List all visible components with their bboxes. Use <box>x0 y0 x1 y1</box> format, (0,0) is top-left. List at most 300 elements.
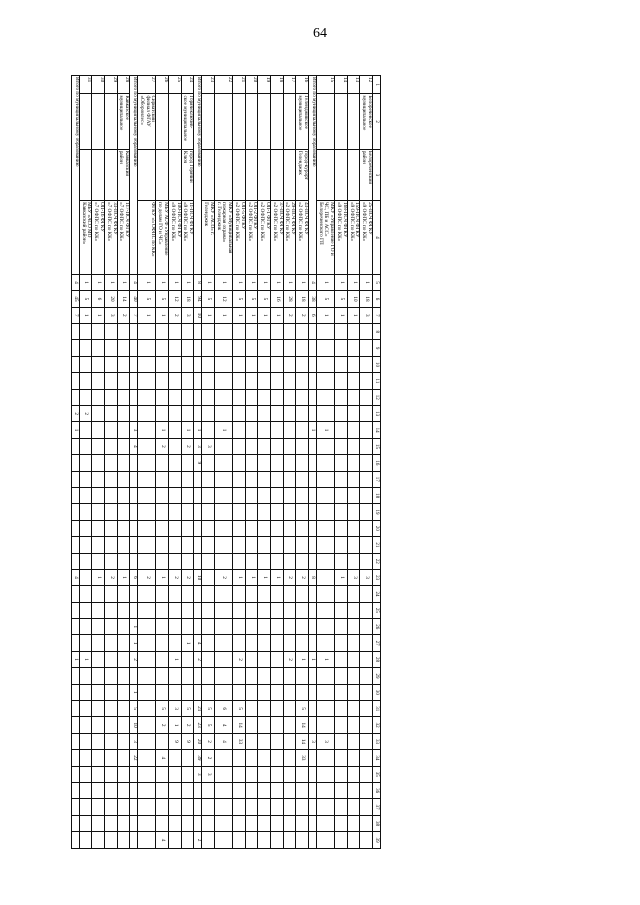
table-row <box>233 76 246 849</box>
municipality-name <box>169 94 182 149</box>
count-cell <box>92 832 105 849</box>
count-cell <box>316 832 334 849</box>
count-cell <box>156 651 169 667</box>
count-cell <box>308 782 316 798</box>
count-cell <box>335 455 348 471</box>
count-cell <box>202 422 215 438</box>
unit-name: МБУ «АСО МО Кавказский район» <box>79 201 92 275</box>
count-cell <box>245 422 258 438</box>
count-cell <box>79 586 92 602</box>
count-cell <box>214 602 232 618</box>
count-cell: 5 <box>202 701 215 717</box>
count-cell <box>360 602 373 618</box>
header-cell: 20 <box>373 520 381 536</box>
count-cell <box>169 471 182 487</box>
count-cell <box>79 782 92 798</box>
header-cell: 18 <box>373 487 381 503</box>
count-cell <box>194 356 202 372</box>
count-cell: 5 <box>233 701 246 717</box>
count-cell <box>117 782 130 798</box>
count-cell <box>138 668 156 684</box>
count-cell <box>79 504 92 520</box>
count-cell <box>138 799 156 815</box>
count-cell <box>214 356 232 372</box>
count-cell: 3 <box>181 307 194 323</box>
count-cell: 2 <box>202 733 215 749</box>
municipality-name <box>347 94 360 149</box>
count-cell <box>117 684 130 700</box>
count-cell <box>202 537 215 553</box>
header-cell: 8 <box>373 324 381 340</box>
count-cell <box>104 602 117 618</box>
count-cell <box>296 471 309 487</box>
table-row <box>79 76 92 849</box>
count-cell: 1 <box>104 274 117 290</box>
count-cell <box>335 520 348 536</box>
subtotal-label: Итого по муниципальному образованию <box>308 76 316 275</box>
count-cell <box>169 750 182 766</box>
count-cell <box>360 701 373 717</box>
count-cell <box>335 553 348 569</box>
count-cell: 45 <box>71 291 79 307</box>
count-cell <box>335 340 348 356</box>
count-cell: 3 <box>360 307 373 323</box>
count-cell <box>271 324 284 340</box>
count-cell: 1 <box>316 307 334 323</box>
count-cell: 7 <box>71 307 79 323</box>
count-cell <box>104 815 117 831</box>
count-cell <box>156 504 169 520</box>
count-cell <box>194 684 202 700</box>
count-cell <box>308 471 316 487</box>
count-cell: 3 <box>360 569 373 585</box>
count-cell: 14 <box>117 291 130 307</box>
municipality-name <box>245 94 258 149</box>
count-cell <box>104 356 117 372</box>
count-cell <box>181 782 194 798</box>
count-cell: 14 <box>296 717 309 733</box>
count-cell <box>316 389 334 405</box>
row-number: 24 <box>181 76 194 94</box>
count-cell <box>138 422 156 438</box>
count-cell <box>296 586 309 602</box>
count-cell: 23 <box>194 717 202 733</box>
count-cell <box>92 586 105 602</box>
count-cell <box>92 815 105 831</box>
count-cell <box>258 340 271 356</box>
count-cell <box>271 733 284 749</box>
count-cell <box>194 537 202 553</box>
count-cell <box>296 324 309 340</box>
count-cell <box>169 619 182 635</box>
table-row <box>138 76 156 849</box>
count-cell <box>79 324 92 340</box>
count-cell <box>92 373 105 389</box>
count-cell <box>138 471 156 487</box>
district-name <box>156 149 169 200</box>
subtotal-label: Итого по муниципальному образованию <box>71 76 79 275</box>
header-cell: 4 <box>373 201 381 275</box>
header-cell: 30 <box>373 684 381 700</box>
municipality-name: Геленджикское муниципальное <box>296 94 309 149</box>
count-cell <box>181 668 194 684</box>
count-cell <box>169 832 182 849</box>
count-cell <box>335 438 348 454</box>
count-cell <box>335 389 348 405</box>
count-cell <box>130 668 138 684</box>
count-cell <box>296 356 309 372</box>
count-cell <box>283 733 296 749</box>
count-cell <box>117 799 130 815</box>
header-cell: 32 <box>373 717 381 733</box>
count-cell <box>169 799 182 815</box>
count-cell <box>283 668 296 684</box>
count-cell <box>296 553 309 569</box>
count-cell <box>308 717 316 733</box>
count-cell <box>258 586 271 602</box>
count-cell <box>233 455 246 471</box>
count-cell: 3 <box>130 733 138 749</box>
count-cell <box>71 438 79 454</box>
count-cell <box>117 471 130 487</box>
count-cell <box>245 717 258 733</box>
count-cell <box>335 373 348 389</box>
count-cell <box>130 487 138 503</box>
count-cell <box>71 553 79 569</box>
count-cell <box>104 782 117 798</box>
count-cell <box>202 406 215 422</box>
count-cell <box>360 586 373 602</box>
count-cell <box>316 701 334 717</box>
table-row <box>117 76 130 849</box>
count-cell <box>283 537 296 553</box>
count-cell <box>130 373 138 389</box>
count-cell <box>347 356 360 372</box>
count-cell <box>214 340 232 356</box>
count-cell <box>296 782 309 798</box>
header-cell: 9 <box>373 340 381 356</box>
count-cell <box>271 504 284 520</box>
count-cell <box>308 356 316 372</box>
count-cell <box>335 717 348 733</box>
count-cell: 4 <box>214 717 232 733</box>
unit-name: МКУ «АСО» г. Геленджик <box>202 201 215 275</box>
count-cell <box>271 602 284 618</box>
count-cell <box>360 799 373 815</box>
count-cell <box>347 553 360 569</box>
count-cell: 3 <box>308 733 316 749</box>
count-cell: 33 <box>233 733 246 749</box>
unit-name: ОП-5 ФГКУ «2 ОФПС по КК» <box>233 201 246 275</box>
count-cell: 2 <box>79 406 92 422</box>
count-cell <box>181 750 194 766</box>
count-cell <box>360 520 373 536</box>
count-cell <box>117 717 130 733</box>
count-cell <box>296 619 309 635</box>
count-cell <box>360 340 373 356</box>
count-cell <box>214 373 232 389</box>
count-cell <box>79 750 92 766</box>
count-cell <box>233 553 246 569</box>
count-cell <box>233 520 246 536</box>
count-cell <box>233 684 246 700</box>
count-cell <box>71 537 79 553</box>
header-cell: 3 <box>373 149 381 200</box>
count-cell <box>283 799 296 815</box>
count-cell <box>271 782 284 798</box>
count-cell <box>138 750 156 766</box>
count-cell: 5 <box>138 291 156 307</box>
count-cell <box>138 815 156 831</box>
count-cell <box>104 684 117 700</box>
count-cell <box>308 324 316 340</box>
count-cell <box>214 651 232 667</box>
unit-name: МКУ «Муниципальная пожарная охрана» г. Геленджик <box>214 201 232 275</box>
count-cell <box>79 602 92 618</box>
count-cell <box>79 799 92 815</box>
count-cell <box>92 651 105 667</box>
count-cell <box>233 340 246 356</box>
count-cell <box>347 701 360 717</box>
count-cell <box>316 471 334 487</box>
count-cell <box>308 602 316 618</box>
count-cell <box>347 717 360 733</box>
count-cell <box>71 799 79 815</box>
count-cell: 12 <box>169 291 182 307</box>
count-cell <box>92 537 105 553</box>
count-cell <box>181 520 194 536</box>
count-cell <box>335 832 348 849</box>
count-cell <box>308 799 316 815</box>
count-cell <box>214 619 232 635</box>
count-cell <box>347 520 360 536</box>
count-cell <box>92 553 105 569</box>
count-cell <box>316 520 334 536</box>
count-cell <box>258 389 271 405</box>
count-cell <box>169 520 182 536</box>
header-cell: 36 <box>373 782 381 798</box>
count-cell <box>169 438 182 454</box>
count-cell: 2 <box>283 307 296 323</box>
count-cell <box>79 373 92 389</box>
count-cell <box>169 389 182 405</box>
count-cell: 1 <box>245 569 258 585</box>
count-cell <box>360 733 373 749</box>
count-cell: 9 <box>169 733 182 749</box>
count-cell <box>117 668 130 684</box>
district-name <box>283 149 296 200</box>
municipality-name <box>258 94 271 149</box>
count-cell <box>360 717 373 733</box>
count-cell <box>347 635 360 651</box>
count-cell <box>335 766 348 782</box>
table-row <box>271 76 284 849</box>
count-cell <box>156 766 169 782</box>
count-cell <box>169 766 182 782</box>
count-cell <box>92 340 105 356</box>
count-cell <box>335 668 348 684</box>
table-row <box>296 76 309 849</box>
count-cell <box>258 487 271 503</box>
count-cell <box>202 324 215 340</box>
count-cell <box>117 832 130 849</box>
count-cell: 5 <box>202 717 215 733</box>
count-cell <box>245 340 258 356</box>
count-cell <box>233 799 246 815</box>
count-cell <box>79 619 92 635</box>
count-cell <box>233 766 246 782</box>
count-cell <box>169 815 182 831</box>
count-cell <box>283 586 296 602</box>
count-cell <box>130 553 138 569</box>
count-cell <box>138 619 156 635</box>
count-cell <box>233 602 246 618</box>
count-cell <box>308 520 316 536</box>
count-cell <box>79 766 92 782</box>
count-cell: 2 <box>283 569 296 585</box>
count-cell <box>169 422 182 438</box>
unit-name: 43-ПСЧ ФГКУ «2 ОФПС по КК» <box>296 201 309 275</box>
count-cell: 2 <box>104 569 117 585</box>
count-cell <box>271 684 284 700</box>
count-cell <box>271 553 284 569</box>
count-cell: 2 <box>169 307 182 323</box>
count-cell <box>194 619 202 635</box>
header-cell: 27 <box>373 635 381 651</box>
page-number: 64 <box>313 26 327 41</box>
municipality-name: Сириатский филиал ФГАУ «Оборонлес» <box>138 94 156 149</box>
count-cell <box>347 586 360 602</box>
count-cell <box>181 553 194 569</box>
count-cell <box>258 750 271 766</box>
count-cell <box>271 438 284 454</box>
count-cell <box>360 356 373 372</box>
count-cell <box>181 832 194 849</box>
municipality-name <box>104 94 117 149</box>
count-cell <box>169 635 182 651</box>
count-cell: 4 <box>71 569 79 585</box>
count-cell <box>194 324 202 340</box>
district-name <box>214 149 232 200</box>
count-cell <box>258 619 271 635</box>
count-cell <box>214 586 232 602</box>
municipality-name: Горячеключев- ское муниципальное <box>181 94 194 149</box>
count-cell <box>233 635 246 651</box>
count-cell: 2 <box>130 651 138 667</box>
count-cell <box>156 782 169 798</box>
count-cell <box>117 389 130 405</box>
count-cell <box>245 324 258 340</box>
count-cell: 5 <box>130 701 138 717</box>
municipality-name <box>316 94 334 149</box>
count-cell <box>92 635 105 651</box>
count-cell: 1 <box>233 274 246 290</box>
count-cell <box>71 815 79 831</box>
count-cell <box>283 373 296 389</box>
count-cell <box>245 455 258 471</box>
count-cell: 1 <box>233 307 246 323</box>
count-cell: 4 <box>308 274 316 290</box>
count-cell <box>117 520 130 536</box>
count-cell <box>71 520 79 536</box>
count-cell: 33 <box>296 750 309 766</box>
count-cell <box>347 815 360 831</box>
count-cell <box>138 373 156 389</box>
count-cell <box>194 520 202 536</box>
header-row <box>373 76 381 849</box>
count-cell <box>117 324 130 340</box>
count-cell <box>360 487 373 503</box>
count-cell: 1 <box>335 569 348 585</box>
count-cell: 1 <box>271 274 284 290</box>
count-cell <box>117 406 130 422</box>
count-cell: 18 <box>360 291 373 307</box>
count-cell: 3 <box>194 438 202 454</box>
count-cell <box>104 373 117 389</box>
count-cell <box>194 406 202 422</box>
count-cell <box>71 635 79 651</box>
count-cell: 2 <box>283 651 296 667</box>
count-cell: 8 <box>194 274 202 290</box>
header-cell: 39 <box>373 832 381 849</box>
count-cell <box>130 602 138 618</box>
count-cell <box>360 782 373 798</box>
count-cell <box>181 815 194 831</box>
count-cell <box>360 324 373 340</box>
count-cell: 2 <box>296 307 309 323</box>
count-cell <box>214 406 232 422</box>
count-cell <box>130 586 138 602</box>
count-cell: 1 <box>92 569 105 585</box>
count-cell <box>335 815 348 831</box>
rotated-table-area <box>73 75 381 849</box>
row-number: 26 <box>156 76 169 94</box>
count-cell <box>71 389 79 405</box>
district-name <box>169 149 182 200</box>
count-cell <box>104 471 117 487</box>
count-cell <box>202 815 215 831</box>
count-cell <box>181 340 194 356</box>
count-cell <box>258 406 271 422</box>
count-cell: 5 <box>316 291 334 307</box>
count-cell <box>156 602 169 618</box>
count-cell <box>271 373 284 389</box>
count-cell <box>156 619 169 635</box>
count-cell <box>181 356 194 372</box>
count-cell <box>71 373 79 389</box>
count-cell: 7 <box>130 307 138 323</box>
count-cell <box>360 389 373 405</box>
count-cell <box>316 569 334 585</box>
count-cell <box>156 684 169 700</box>
count-cell <box>214 750 232 766</box>
count-cell <box>271 668 284 684</box>
count-cell <box>181 586 194 602</box>
count-cell: 5 <box>181 701 194 717</box>
count-cell <box>360 504 373 520</box>
header-cell: 33 <box>373 733 381 749</box>
subtotal-row <box>308 76 316 849</box>
count-cell <box>181 684 194 700</box>
header-cell: 16 <box>373 455 381 471</box>
count-cell: 5 <box>296 701 309 717</box>
count-cell <box>156 487 169 503</box>
count-cell: 4 <box>156 832 169 849</box>
count-cell <box>316 356 334 372</box>
row-number: 25 <box>169 76 182 94</box>
count-cell <box>316 455 334 471</box>
count-cell: 1 <box>156 274 169 290</box>
